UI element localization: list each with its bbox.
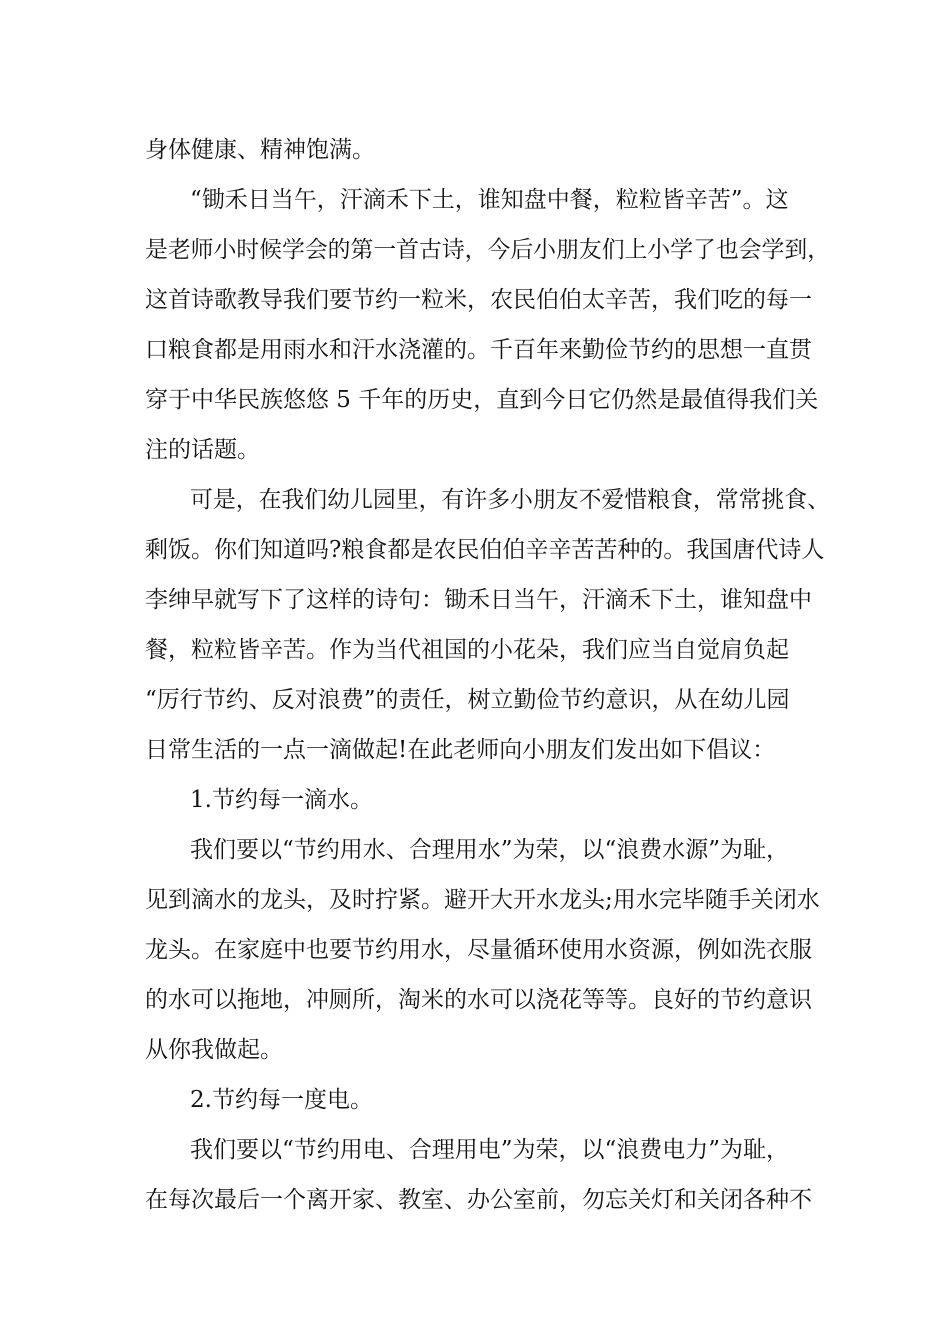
section-heading: 1.节约每一滴水。 [190, 787, 373, 813]
section-heading: 2.节约每一度电。 [190, 1087, 373, 1113]
text-line: 日常生活的一点一滴做起!在此老师向小朋友们发出如下倡议： [145, 737, 776, 763]
text-line: 口粮食都是用雨水和汗水浇灌的。千百年来勤俭节约的思想一直贯 [145, 337, 812, 363]
text-line: 注的话题。 [145, 437, 260, 463]
text-line: 可是，在我们幼儿园里，有许多小朋友不爱惜粮食，常常挑食、 [190, 487, 831, 513]
text-line: 我们要以“节约用水、合理用水”为荣，以“浪费水源”为耻， [190, 837, 790, 863]
text-line: “厉行节约、反对浪费”的责任，树立勤俭节约意识，从在幼儿园 [145, 687, 790, 713]
text-line: 在每次最后一个离开家、教室、办公室前，勿忘关灯和关闭各种不 [145, 1187, 812, 1213]
text-line: 餐，粒粒皆辛苦。作为当代祖国的小花朵，我们应当自觉肩负起 [145, 637, 789, 663]
text-line: 的水可以拖地，冲厕所，淘米的水可以浇花等等。良好的节约意识 [145, 987, 812, 1013]
text-line: 是老师小时候学会的第一首古诗，今后小朋友们上小学了也会学到， [145, 237, 831, 263]
text-line: 剩饭。你们知道吗?粮食都是农民伯伯辛辛苦苦种的。我国唐代诗人 [145, 537, 825, 563]
text-line: 这首诗歌教导我们要节约一粒米，农民伯伯太辛苦，我们吃的每一 [145, 287, 812, 313]
text-line: “锄禾日当午，汗滴禾下土，谁知盘中餐，粒粒皆辛苦”。这 [190, 187, 789, 213]
text-line: 龙头。在家庭中也要节约用水，尽量循环使用水资源，例如洗衣服 [145, 937, 812, 963]
text-line: 穿于中华民族悠悠 5 千年的历史，直到今日它仍然是最值得我们关 [145, 387, 819, 413]
text-line: 从你我做起。 [145, 1037, 283, 1063]
text-line: 我们要以“节约用电、合理用电”为荣，以“浪费电力”为耻， [190, 1137, 790, 1163]
text-line: 见到滴水的龙头，及时拧紧。避开大开水龙头;用水完毕随手关闭水 [145, 887, 820, 913]
text-line: 身体健康、精神饱满。 [145, 137, 375, 163]
text-line: 李绅早就写下了这样的诗句：锄禾日当午，汗滴禾下土，谁知盘中 [145, 587, 812, 613]
